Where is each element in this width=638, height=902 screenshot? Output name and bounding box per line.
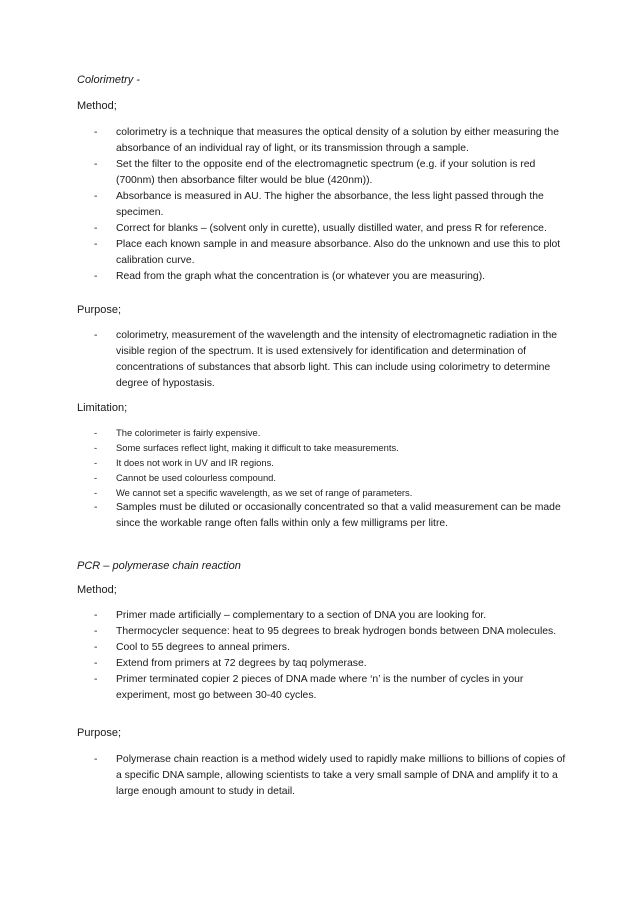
pcr-purpose-list (0, 752, 638, 800)
list-item: - Extend from primers at 72 degrees by taq polymerase. (0, 656, 638, 672)
list-item: - Cannot be used colourless compound. (0, 470, 638, 485)
list-item: - Cool to 55 degrees to anneal primers. (0, 640, 638, 656)
list-item: - Primer terminated copier 2 pieces of DNA made where ‘n’ is the number of cycles in your experiment, most go between 30-40 cycles. (0, 672, 638, 704)
colorimetry-method-label: Method; (77, 100, 117, 112)
list-item: - The colorimeter is fairly expensive. (0, 425, 638, 440)
pcr-purpose-label: Purpose; (77, 727, 122, 739)
list-item: - colorimetry is a technique that measures the optical density of a solution by either measuring the absorbance of an individual ray of light, or its transmission through a sample. (0, 125, 638, 157)
pcr-title: PCR – polymerase chain reaction (77, 560, 241, 572)
list-item: - Polymerase chain reaction is a method widely used to rapidly make millions to billions of copies of a specific DNA sample, allowing scientists to take a very small sample of DNA and amplify it to a large enough amount to study in detail. (0, 752, 638, 800)
list-item: - Place each known sample in and measure absorbance. Also do the unknown and use this to plot calibration curve. (0, 237, 638, 269)
list-item: - Samples must be diluted or occasionally concentrated so that a valid measurement can be made since the workable range often falls within only a few milligrams per litre. (0, 500, 638, 532)
list-item: - We cannot set a specific wavelength, as we set of range of parameters. (0, 485, 638, 500)
list-item: - Absorbance is measured in AU. The higher the absorbance, the less light passed through the specimen. (0, 189, 638, 221)
colorimetry-limitation-label: Limitation; (77, 402, 128, 414)
list-item: - It does not work in UV and IR regions. (0, 455, 638, 470)
colorimetry-title: Colorimetry - (77, 74, 140, 86)
list-item: - Read from the graph what the concentration is (or whatever you are measuring). (0, 269, 638, 285)
colorimetry-purpose-label: Purpose; (77, 304, 122, 316)
pcr-method-list (0, 608, 638, 704)
pcr-method-label: Method; (77, 584, 117, 596)
colorimetry-limitation-list (0, 425, 638, 532)
list-item: - Thermocycler sequence: heat to 95 degrees to break hydrogen bonds between DNA molecules. (0, 624, 638, 640)
colorimetry-purpose-list (0, 328, 638, 392)
list-item: - Set the filter to the opposite end of the electromagnetic spectrum (e.g. if your solution is red (700nm) then absorbance filter would be blue (420nm)). (0, 157, 638, 189)
list-item: - Correct for blanks – (solvent only in curette), usually distilled water, and press R for reference. (0, 221, 638, 237)
colorimetry-method-list (0, 125, 638, 285)
list-item: - Some surfaces reflect light, making it difficult to take measurements. (0, 440, 638, 455)
list-item: - colorimetry, measurement of the wavelength and the intensity of electromagnetic radiation in the visible region of the spectrum. It is used extensively for identification and determination of concentrations of substances that absorb light. This can include using colorimetry to determine degree of hypostasis. (0, 328, 638, 392)
list-item: - Primer made artificially – complementary to a section of DNA you are looking for. (0, 608, 638, 624)
